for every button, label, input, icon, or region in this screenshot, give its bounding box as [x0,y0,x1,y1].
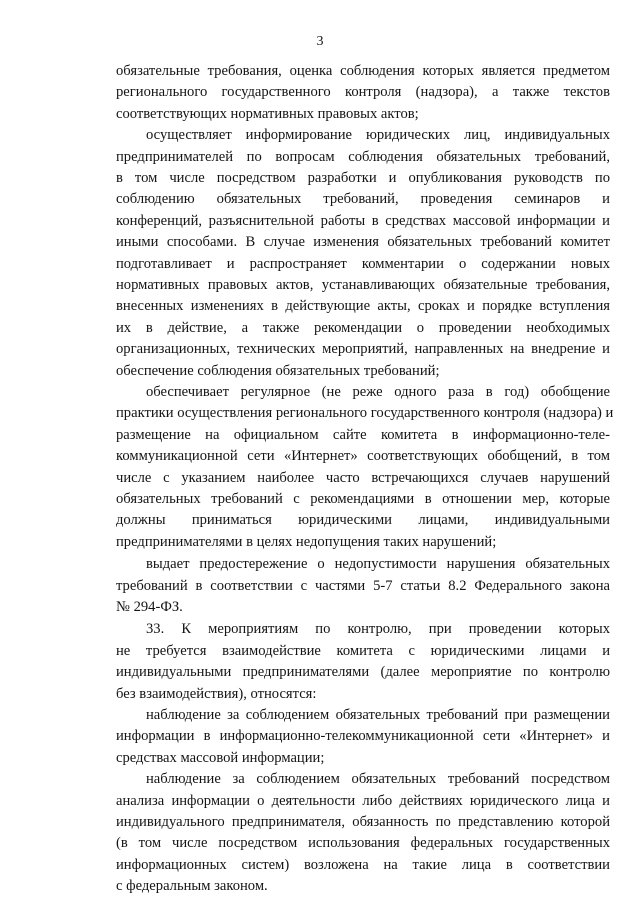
text-line: наблюдение за соблюдением обязательных требований посредством [146,771,610,788]
text-line: коммуникационной сети «Интернет» соответствующих обобщений, в том [116,448,610,465]
text-line: № 294-ФЗ. [116,599,183,615]
text-line: информации в информационно-телекоммуникационной сети «Интернет» и [116,728,610,745]
text-line: (в том числе посредством использования федеральных государственных [116,835,610,852]
text-line: не требуется взаимодействие комитета с юридическими лицами и [116,642,610,659]
text-line: соответствующих нормативных правовых актов; [116,105,419,122]
text-line: подготавливает и распространяет комментарии о содержании новых [116,255,610,272]
text-line: иными способами. В случае изменения обязательных требований комитет [116,234,610,251]
text-line: индивидуального предпринимателя, обязанность по представлению которой [116,814,610,830]
text-line: числе с указанием наиболее часто встречающихся случаев нарушений [116,469,610,486]
text-line: обеспечивает регулярное (не реже одного раза в год) обобщение [146,384,610,400]
page-number: 3 [316,34,324,49]
text-line: анализа информации о деятельности либо действиях юридического лица и [116,792,610,809]
text-line: наблюдение за соблюдением обязательных требований при размещении [146,707,610,723]
text-line: внесенных изменениях в действующие акты, сроках и порядке вступления [116,298,610,315]
text-line: регионального государственного контроля (надзора), а также текстов [116,84,610,101]
text-line: обеспечение соблюдения обязательных требований; [116,362,440,379]
text-line: средствах массовой информации; [116,749,325,766]
text-line: требований в соответствии с частями 5-7 статьи 8.2 Федерального закона [116,577,610,594]
text-line: должны приниматься юридическими лицами, индивидуальными [116,512,610,529]
text-line: без взаимодействия), относятся: [116,685,317,702]
text-line: обязательные требования, оценка соблюдения которых является предметом [116,63,610,79]
text-line: информационных систем) возложена на такие лица в соответствии [116,856,610,873]
text-line: в том числе посредством разработки и опубликования руководств по [116,170,610,186]
text-line: с федеральным законом. [116,878,268,895]
text-line: обязательных требований с рекомендациями в отношении мер, которые [116,491,610,507]
text-line: практики осуществления регионального государственного контроля (надзора) и [116,405,614,422]
text-line: нормативных правовых актов, устанавливающих обязательные требования, [116,277,610,293]
text-line: размещение на официальном сайте комитета в информационно-теле- [116,426,610,443]
text-line: осуществляет информирование юридических лиц, индивидуальных [146,127,610,144]
text-line: выдает предостережение о недопустимости нарушения обязательных [146,556,610,573]
text-line: организационных, технических мероприятий, направленных на внедрение и [116,341,610,358]
text-line: предпринимателями в целях недопущения таких нарушений; [116,533,497,550]
text-line: 33. К мероприятиям по контролю, при проведении которых [146,621,610,638]
text-line: их в действие, а также рекомендации о проведении необходимых [116,319,610,336]
text-line: соблюдению обязательных требований, проведения семинаров и [116,191,610,208]
text-line: конференций, разъяснительной работы в средствах массовой информации и [116,212,610,229]
text-line: индивидуальными предпринимателями (далее мероприятие по контролю [116,664,610,681]
text-line: предпринимателей по вопросам соблюдения обязательных требований, [116,148,610,165]
